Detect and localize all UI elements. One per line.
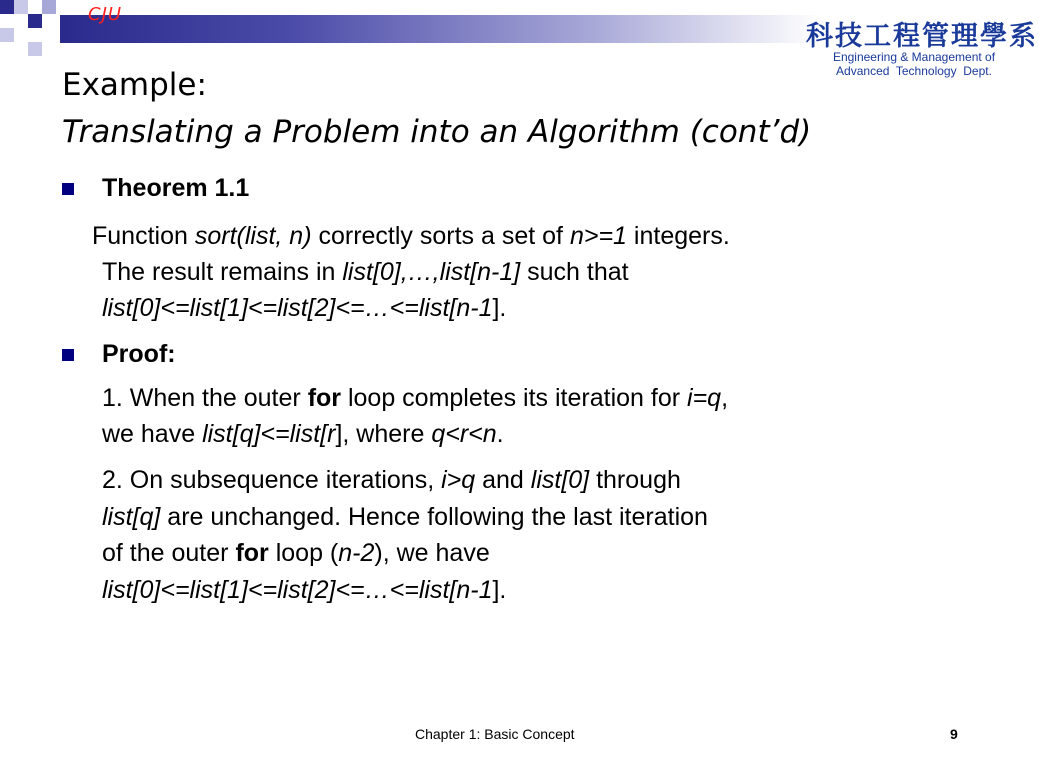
proof-step-1-line-1: 1. When the outer for loop completes its iteration for i=q, [102,384,729,412]
proof-step-2-line-1: 2. On subsequence iterations, i>q and list[0] through [102,466,681,494]
theorem-heading: Theorem 1.1 [102,174,250,202]
square-bullet-icon [62,183,74,195]
department-logo-english [814,50,1014,78]
proof-step-1-line-2: we have list[q]<=list[r], where q<r<n. [102,420,504,448]
theorem-line-2: The result remains in list[0],…,list[n-1] such that [102,258,629,286]
proof-step-2-line-2: list[q] are unchanged. Hence following the last iteration [102,503,708,531]
department-logo-chinese: 科技工程管理學系 [806,21,1038,52]
decor-square [0,0,14,14]
theorem-line-1: Function sort(list, n) correctly sorts a set of n>=1 integers. [92,222,730,250]
logo-en-line1: Engineering & Management of [832,50,996,64]
header-bar [0,0,1038,78]
proof-step-2-line-3: of the outer for loop (n-2), we have [102,539,490,567]
footer-chapter: Chapter 1: Basic Concept [415,726,575,742]
decor-square [0,28,14,42]
proof-heading: Proof: [102,340,176,368]
decor-square [28,42,42,56]
decor-square [14,0,28,14]
logo-en-line2: Advanced Technology Dept. [836,64,992,78]
title-line-1: Example: [62,67,207,103]
decor-square [28,14,42,28]
square-bullet-icon [62,349,74,361]
page-number: 9 [950,726,958,742]
decor-square [42,0,56,14]
header-gradient [60,15,820,43]
stamp-text: CJU [88,4,123,25]
theorem-line-3: list[0]<=list[1]<=list[2]<=…<=list[n-1]. [102,294,507,322]
slide-title [62,62,811,156]
proof-step-2-line-4: list[0]<=list[1]<=list[2]<=…<=list[n-1]. [102,576,507,604]
title-line-2: Translating a Problem into an Algorithm (cont’d) [62,114,812,150]
